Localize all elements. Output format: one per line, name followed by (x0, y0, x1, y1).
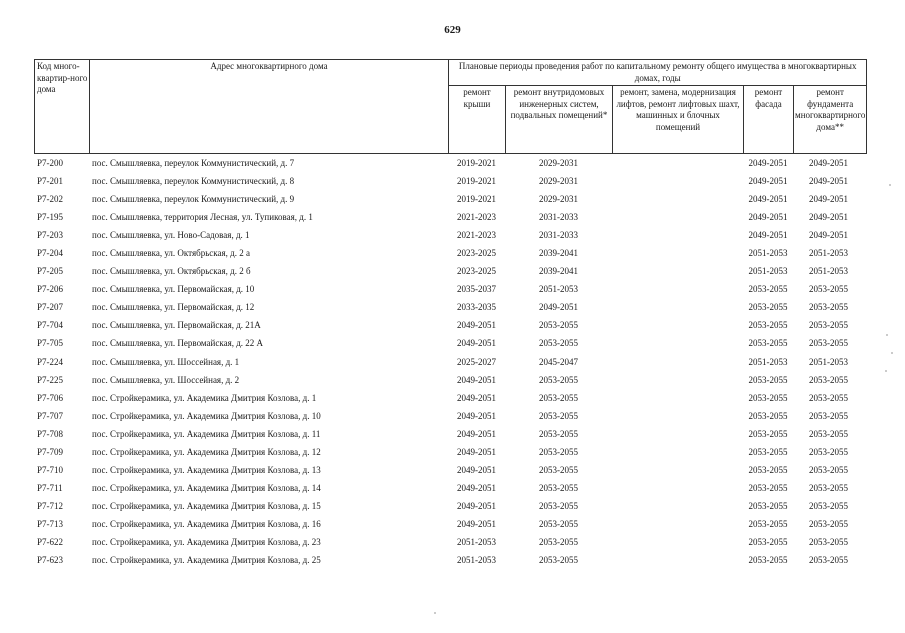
row-systems: 2053-2055 (539, 374, 578, 385)
row-address: пос. Смышляевка, ул. Первомайская, д. 22 А (92, 338, 264, 349)
row-facade: 2053-2055 (748, 464, 788, 475)
row-address: пос. Стройкерамика, ул. Академика Дмитрия Козлова, д. 11 (92, 428, 321, 439)
table-row (34, 154, 864, 172)
row-elevators (612, 298, 743, 316)
header-systems: ремонт внутридомовых инженерных систем, подвальных помещений* (506, 86, 613, 154)
row-facade: 2049-2051 (748, 176, 788, 187)
row-systems: 2045-2047 (539, 356, 578, 367)
row-facade: 2053-2055 (748, 446, 788, 457)
row-elevators (612, 154, 743, 172)
row-roof: 2051-2053 (457, 537, 496, 547)
row-code: Р7-706 (37, 392, 64, 403)
row-facade: 2049-2051 (748, 194, 788, 205)
row-address: пос. Стройкерамика, ул. Академика Дмитрия Козлова, д. 13 (92, 464, 321, 475)
table-row (34, 334, 864, 352)
row-code: Р7-206 (37, 284, 64, 295)
table-row (34, 425, 864, 443)
row-roof: 2035-2037 (457, 284, 496, 295)
row-systems: 2029-2031 (539, 158, 578, 169)
row-code: Р7-707 (37, 410, 64, 421)
table-row (34, 244, 864, 262)
row-systems: 2053-2055 (539, 446, 578, 457)
row-roof: 2049-2051 (457, 392, 496, 403)
row-foundation: 2053-2055 (809, 410, 848, 421)
row-elevators (612, 389, 743, 407)
row-address: пос. Смышляевка, территория Лесная, ул. Тупиковая, д. 1 (92, 212, 313, 223)
row-foundation: 2053-2055 (809, 302, 848, 313)
row-code: Р7-708 (37, 428, 64, 439)
row-roof: 2023-2025 (457, 266, 496, 277)
row-systems: 2053-2055 (539, 464, 578, 475)
row-facade: 2053-2055 (748, 500, 788, 511)
row-elevators (612, 551, 743, 569)
row-systems: 2053-2055 (539, 482, 578, 493)
row-roof: 2049-2051 (457, 320, 496, 331)
row-elevators (612, 425, 743, 443)
row-foundation: 2051-2053 (809, 356, 848, 367)
header-facade: ремонт фасада (744, 86, 794, 154)
row-code: Р7-712 (37, 500, 64, 511)
row-code: Р7-623 (37, 555, 64, 566)
row-elevators (612, 497, 743, 515)
row-address: пос. Смышляевка, ул. Первомайская, д. 21А (92, 320, 261, 331)
row-code: Р7-713 (37, 518, 64, 529)
header-code: Код много-квартир-ного дома (35, 60, 90, 154)
row-elevators (612, 334, 743, 352)
row-facade: 2053-2055 (748, 518, 788, 529)
row-foundation: 2053-2055 (809, 284, 848, 295)
row-foundation: 2053-2055 (809, 518, 848, 529)
row-code: Р7-201 (37, 176, 64, 187)
row-systems: 2053-2055 (539, 392, 578, 403)
row-foundation: 2053-2055 (809, 392, 848, 403)
row-facade: 2053-2055 (748, 302, 788, 313)
row-roof: 2049-2051 (457, 518, 496, 529)
row-foundation: 2049-2051 (809, 212, 848, 223)
row-elevators (612, 262, 743, 280)
row-code: Р7-711 (37, 482, 63, 493)
row-address: пос. Стройкерамика, ул. Академика Дмитрия Козлова, д. 25 (92, 555, 321, 566)
row-roof: 2049-2051 (457, 500, 496, 511)
table-row (34, 316, 864, 334)
table-body (34, 154, 864, 569)
header-periods: Плановые периоды проведения работ по капитальному ремонту общего имущества в многоквартирных домах, годы (449, 60, 867, 86)
row-elevators (612, 371, 743, 389)
row-address: пос. Смышляевка, ул. Первомайская, д. 12 (92, 302, 255, 313)
scan-speck (885, 370, 887, 372)
row-foundation: 2053-2055 (809, 446, 848, 457)
row-roof: 2051-2053 (457, 555, 496, 566)
table-row (34, 461, 864, 479)
table-row (34, 533, 864, 551)
row-roof: 2049-2051 (457, 374, 496, 385)
row-systems: 2029-2031 (539, 176, 578, 187)
scan-speck (889, 184, 891, 186)
row-roof: 2023-2025 (457, 248, 496, 259)
row-code: Р7-704 (37, 320, 64, 331)
row-address: пос. Смышляевка, переулок Коммунистический, д. 8 (92, 176, 295, 187)
row-roof: 2049-2051 (457, 428, 496, 439)
row-code: Р7-202 (37, 194, 64, 205)
table-row (34, 172, 864, 190)
scan-speck (891, 352, 893, 354)
row-foundation: 2053-2055 (809, 500, 848, 511)
row-roof: 2049-2051 (457, 338, 496, 349)
row-facade: 2053-2055 (748, 428, 788, 439)
row-systems: 2053-2055 (539, 537, 578, 547)
row-systems: 2031-2033 (539, 230, 578, 241)
row-elevators (612, 353, 743, 371)
row-elevators (612, 190, 743, 208)
row-code: Р7-195 (37, 212, 64, 223)
row-roof: 2019-2021 (457, 158, 496, 169)
row-facade: 2053-2055 (748, 482, 788, 493)
row-address: пос. Смышляевка, ул. Ново-Садовая, д. 1 (92, 230, 250, 241)
row-address: пос. Стройкерамика, ул. Академика Дмитрия Козлова, д. 15 (92, 500, 321, 511)
header-address: Адрес многоквартирного дома (90, 60, 449, 154)
row-facade: 2053-2055 (748, 555, 788, 566)
row-foundation: 2053-2055 (809, 374, 848, 385)
row-foundation: 2049-2051 (809, 176, 848, 187)
row-code: Р7-709 (37, 446, 64, 457)
table-row (34, 262, 864, 280)
table-row (34, 389, 864, 407)
row-roof: 2021-2023 (457, 212, 496, 223)
row-foundation: 2049-2051 (809, 230, 848, 241)
row-code: Р7-207 (37, 302, 64, 313)
row-facade: 2051-2053 (748, 266, 788, 277)
row-systems: 2031-2033 (539, 212, 578, 223)
row-address: пос. Стройкерамика, ул. Академика Дмитрия Козлова, д. 14 (92, 482, 321, 493)
row-roof: 2049-2051 (457, 446, 496, 457)
row-code: Р7-710 (37, 464, 64, 475)
row-systems: 2053-2055 (539, 428, 578, 439)
row-foundation: 2053-2055 (809, 428, 848, 439)
row-facade: 2049-2051 (748, 230, 788, 241)
row-code: Р7-204 (37, 248, 64, 259)
row-code: Р7-622 (37, 537, 64, 547)
row-foundation: 2053-2055 (809, 482, 848, 493)
row-elevators (612, 533, 743, 551)
row-facade: 2051-2053 (748, 356, 788, 367)
page-number: 629 (444, 24, 461, 36)
row-foundation: 2049-2051 (809, 158, 848, 169)
row-address: пос. Стройкерамика, ул. Академика Дмитрия Козлова, д. 16 (92, 518, 321, 529)
row-roof: 2049-2051 (457, 482, 496, 493)
header-elevators: ремонт, замена, модернизация лифтов, ремонт лифтовых шахт, машинных и блочных помещений (613, 86, 744, 154)
row-foundation: 2053-2055 (809, 555, 848, 566)
table-row (34, 371, 864, 389)
row-elevators (612, 407, 743, 425)
row-code: Р7-225 (37, 374, 64, 385)
row-facade: 2049-2051 (748, 158, 788, 169)
row-address: пос. Смышляевка, ул. Октябрьская, д. 2 а (92, 248, 250, 259)
table-row (34, 208, 864, 226)
row-facade: 2053-2055 (748, 374, 788, 385)
row-foundation: 2053-2055 (809, 537, 848, 547)
table-row (34, 551, 864, 569)
row-foundation: 2051-2053 (809, 248, 848, 259)
row-systems: 2029-2031 (539, 194, 578, 205)
row-elevators (612, 226, 743, 244)
row-address: пос. Стройкерамика, ул. Академика Дмитрия Козлова, д. 23 (92, 537, 321, 547)
table-row (34, 443, 864, 461)
header-foundation: ремонт фундамента многоквартирного дома** (794, 86, 867, 154)
table-row (34, 190, 864, 208)
row-facade: 2053-2055 (748, 410, 788, 421)
row-roof: 2049-2051 (457, 464, 496, 475)
row-elevators (612, 479, 743, 497)
table-row (34, 407, 864, 425)
row-systems: 2053-2055 (539, 410, 578, 421)
table-row (34, 226, 864, 244)
table-row (34, 280, 864, 298)
row-code: Р7-203 (37, 230, 64, 241)
row-elevators (612, 515, 743, 533)
table-header (34, 59, 867, 154)
row-address: пос. Смышляевка, ул. Шоссейная, д. 2 (92, 374, 240, 385)
row-elevators (612, 244, 743, 262)
table-row (34, 298, 864, 316)
row-elevators (612, 461, 743, 479)
row-systems: 2051-2053 (539, 284, 578, 295)
row-roof: 2025-2027 (457, 356, 496, 367)
row-elevators (612, 280, 743, 298)
row-address: пос. Смышляевка, переулок Коммунистический, д. 9 (92, 194, 295, 205)
row-address: пос. Стройкерамика, ул. Академика Дмитрия Козлова, д. 1 (92, 392, 317, 403)
row-code: Р7-705 (37, 338, 64, 349)
row-systems: 2049-2051 (539, 302, 578, 313)
row-elevators (612, 443, 743, 461)
row-facade: 2051-2053 (748, 248, 788, 259)
row-foundation: 2049-2051 (809, 194, 848, 205)
table-row (34, 515, 864, 533)
row-systems: 2053-2055 (539, 320, 578, 331)
row-systems: 2039-2041 (539, 266, 578, 277)
row-facade: 2053-2055 (748, 392, 788, 403)
scan-speck (434, 612, 436, 614)
table-row (34, 497, 864, 515)
row-roof: 2033-2035 (457, 302, 496, 313)
row-elevators (612, 208, 743, 226)
row-systems: 2039-2041 (539, 248, 578, 259)
row-code: Р7-205 (37, 266, 64, 277)
row-foundation: 2053-2055 (809, 464, 848, 475)
row-address: пос. Стройкерамика, ул. Академика Дмитрия Козлова, д. 12 (92, 446, 321, 457)
row-roof: 2019-2021 (457, 194, 496, 205)
row-address: пос. Смышляевка, ул. Шоссейная, д. 1 (92, 356, 240, 367)
row-address: пос. Стройкерамика, ул. Академика Дмитрия Козлова, д. 10 (92, 410, 321, 421)
row-address: пос. Смышляевка, ул. Октябрьская, д. 2 б (92, 266, 251, 277)
row-code: Р7-224 (37, 356, 64, 367)
row-roof: 2049-2051 (457, 410, 496, 421)
row-facade: 2049-2051 (748, 212, 788, 223)
row-foundation: 2051-2053 (809, 266, 848, 277)
row-systems: 2053-2055 (539, 500, 578, 511)
row-facade: 2053-2055 (748, 338, 788, 349)
row-address: пос. Смышляевка, ул. Первомайская, д. 10 (92, 284, 255, 295)
row-systems: 2053-2055 (539, 338, 578, 349)
row-facade: 2053-2055 (748, 284, 788, 295)
header-roof: ремонт крыши (449, 86, 506, 154)
row-facade: 2053-2055 (748, 320, 788, 331)
row-facade: 2053-2055 (748, 537, 788, 547)
row-elevators (612, 172, 743, 190)
row-elevators (612, 316, 743, 334)
row-foundation: 2053-2055 (809, 338, 848, 349)
row-systems: 2053-2055 (539, 518, 578, 529)
table-row (34, 353, 864, 371)
row-foundation: 2053-2055 (809, 320, 848, 331)
row-address: пос. Смышляевка, переулок Коммунистический, д. 7 (92, 158, 295, 169)
row-code: Р7-200 (37, 158, 64, 169)
row-roof: 2019-2021 (457, 176, 496, 187)
scan-speck (886, 334, 888, 336)
row-roof: 2021-2023 (457, 230, 496, 241)
table-row (34, 479, 864, 497)
row-systems: 2053-2055 (539, 555, 578, 566)
